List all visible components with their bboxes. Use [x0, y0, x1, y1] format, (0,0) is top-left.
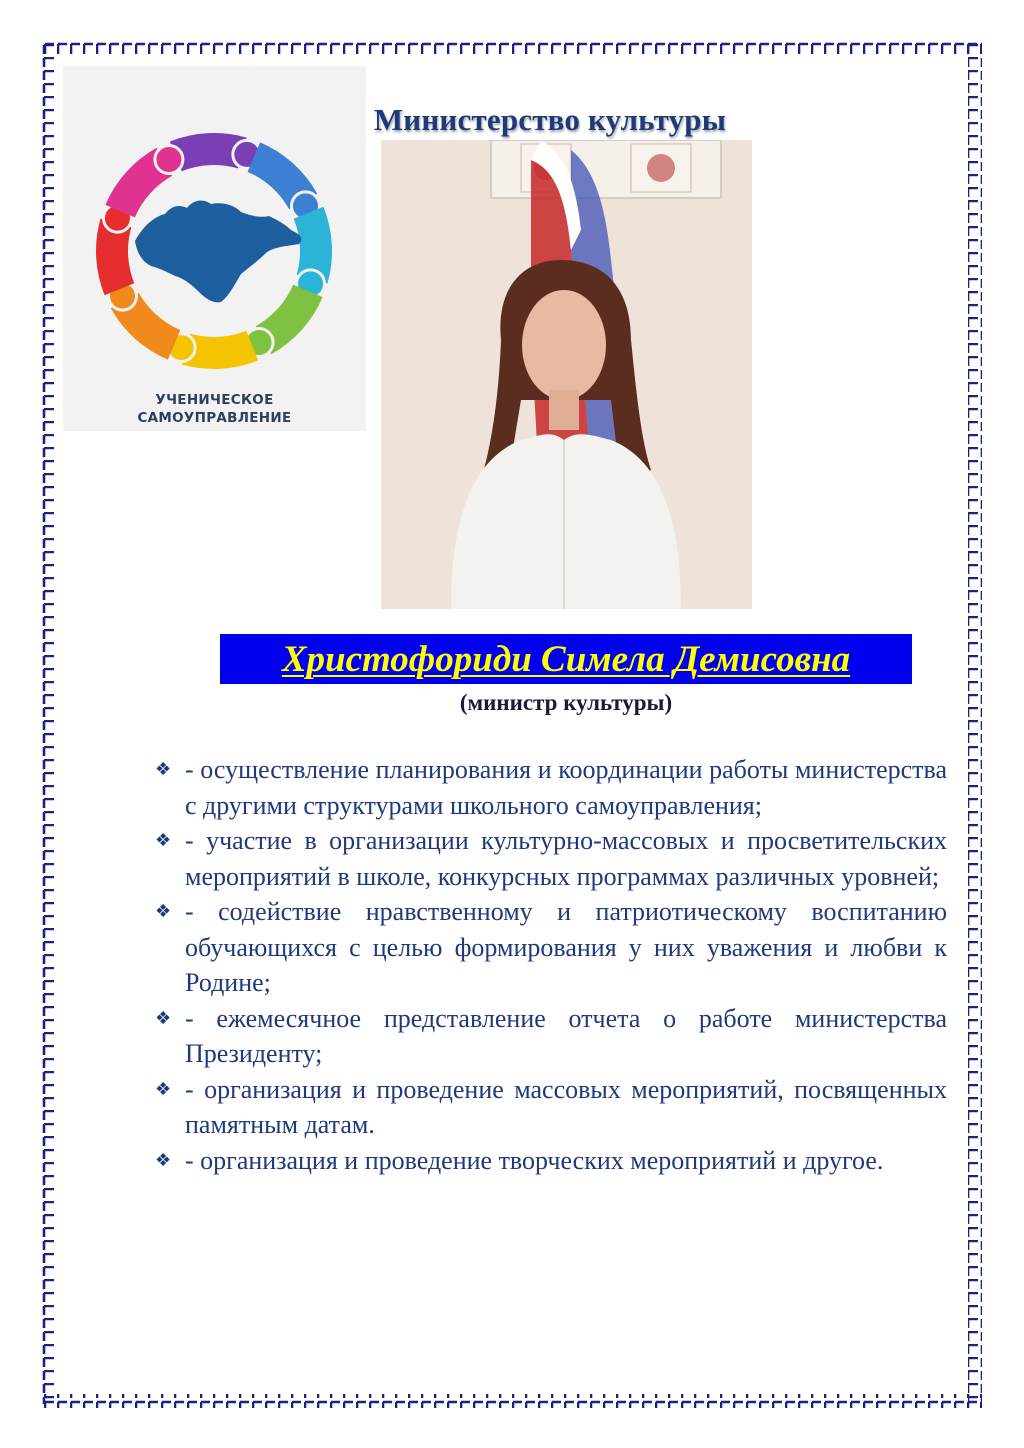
logo-caption-line1: УЧЕНИЧЕСКОЕ [155, 392, 274, 408]
duties-list [155, 752, 947, 1178]
diamond-bullet-icon: ❖ [155, 1149, 172, 1170]
duty-text: - содействие нравственному и патриотическому воспитанию обучающихся с целью формирования у них уважения и любви к Родине; [185, 897, 947, 997]
diamond-bullet-icon: ❖ [155, 1078, 172, 1099]
crimea-map-icon [135, 201, 301, 303]
duty-item [155, 1001, 947, 1072]
person-role: (министр культуры) [459, 690, 673, 715]
duty-text: - ежемесячное представление отчета о работе министерства Президенту; [185, 1003, 947, 1068]
diamond-bullet-icon: ❖ [155, 759, 172, 779]
duty-text: - осуществление планирования и координации работы министерства с другими структурами школьного самоуправления; [185, 755, 947, 820]
person-name: Христофориди Симела Демисовна [281, 638, 851, 680]
duty-item [155, 752, 947, 823]
diamond-bullet-icon: ❖ [155, 901, 172, 921]
duty-item [155, 1143, 947, 1179]
duty-text: - организация и проведение массовых мероприятий, посвященных памятным датам. [185, 1074, 947, 1139]
logo-caption-line2: САМОУПРАВЛЕНИЕ [137, 410, 292, 426]
diamond-bullet-icon: ❖ [155, 1007, 172, 1028]
portrait-photo [381, 140, 752, 609]
name-banner [220, 634, 912, 684]
page-title: Министерство культуры [373, 102, 727, 137]
duty-text: - участие в организации культурно-массовых и просветительских мероприятий в школе, конкурсных программах различных уровней; [185, 826, 947, 891]
duty-text: - организация и проведение творческих мероприятий и другое. [185, 1145, 884, 1175]
logo-person-head [155, 146, 183, 174]
diamond-bullet-icon: ❖ [155, 830, 172, 850]
duty-item [155, 1072, 947, 1143]
duty-item [155, 823, 947, 894]
duty-item [155, 894, 947, 1001]
